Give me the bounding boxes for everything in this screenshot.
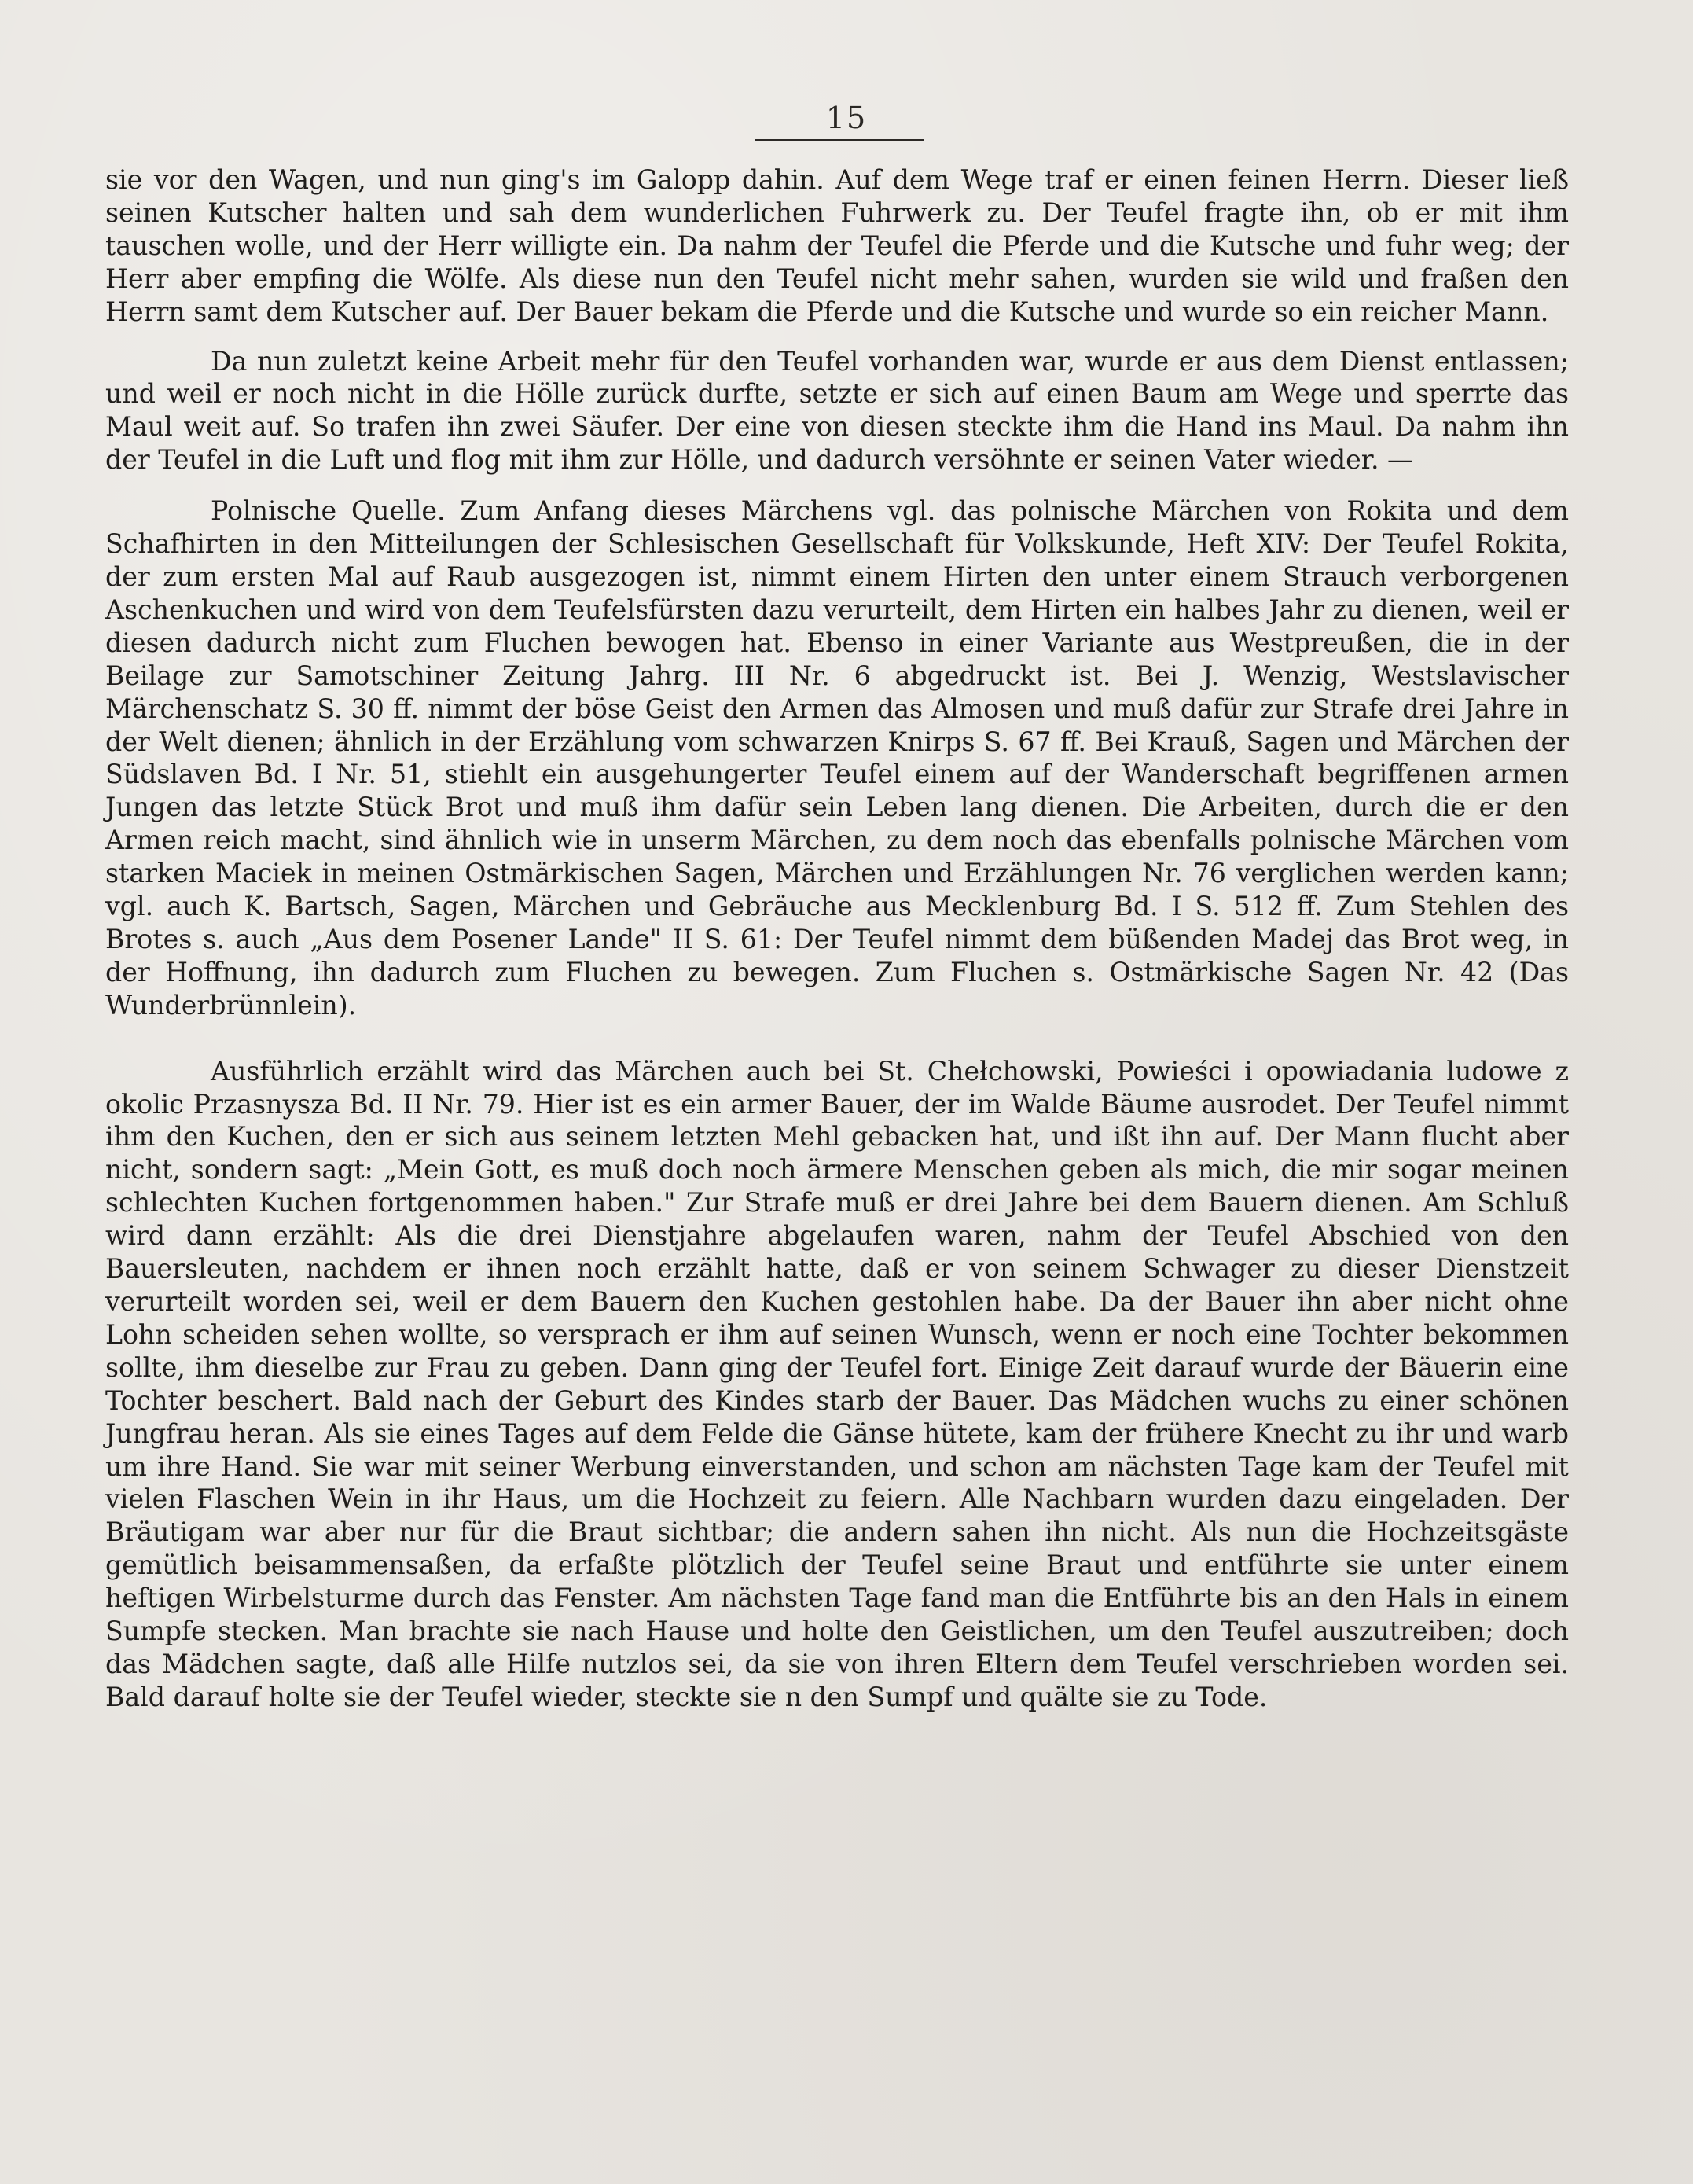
paragraph-4: Ausführlich erzählt wird das Märchen auch bei St. Chełchowski, Powieści i opowiadania ludowe z okolic Przasnysza Bd. II Nr. 79. Hier ist es ein armer Bauer, der im Walde Bäume ausrodet. Der Teufel nimmt ihm den Kuchen, den er sich aus seinem letzten Mehl gebacken hat, und ißt ihn auf. Der Mann flucht aber nicht, sondern sagt: „Mein Gott, es muß doch noch ärmere Menschen geben als mich, die mir sogar meinen schlechten Kuchen fortgenommen haben." Zur Strafe muß er drei Jahre bei dem Bauern dienen. Am Schluß wird dann erzählt: Als die drei Dienstjahre abgelaufen waren, nahm der Teufel Abschied von den Bauersleuten, nachdem er ihnen noch erzählt hatte, daß er von seinem Schwager zu dieser Dienstzeit verurteilt worden sei, weil er dem Bauern den Kuchen gestohlen habe. Da der Bauer ihn aber nicht ohne Lohn scheiden sehen wollte, so versprach er ihm auf seinen Wunsch, wenn er noch eine Tochter bekommen sollte, ihm dieselbe zur Frau zu geben. Dann ging der Teufel fort. Einige Zeit darauf wurde der Bäuerin eine Tochter beschert. Bald nach der Geburt des Kindes starb der Bauer. Das Mädchen wuchs zu einer schönen Jungfrau heran. Als sie eines Tages auf dem Felde die Gänse hütete, kam der frühere Knecht zu ihr und warb um ihre Hand. Sie war mit seiner Werbung einverstanden, und schon am nächsten Tage kam der Teufel mit vielen Flaschen Wein in ihr Haus, um die Hochzeit zu feiern. Alle Nachbarn wurden dazu eingeladen. Der Bräutigam war aber nur für die Braut sichtbar; die andern sahen ihn nicht. Als nun die Hochzeitsgäste gemütlich beisammensaßen, da erfaßte plötzlich der Teufel seine Braut und entführte sie unter einem heftigen Wirbelsturme durch das Fenster. Am nächsten Tage fand man die Entführte bis an den Hals in einem Sumpfe stecken. Man brachte sie nach Hause und holte den Geistlichen, um den Teufel auszutreiben; doch das Mädchen sagte, daß alle Hilfe nutzlos sei, da sie von ihren Eltern dem Teufel verschrieben worden sei. Bald darauf holte sie der Teufel wieder, steckte sie n den Sumpf und quälte sie zu Tode. <box>105 1055 1569 1712</box>
paragraph-1: sie vor den Wagen, und nun ging's im Galopp dahin. Auf dem Wege traf er einen feinen Herrn. Dieser ließ seinen Kutscher halten und sah dem wunderlichen Fuhrwerk zu. Der Teufel fragte ihn, ob er mit ihm tauschen wolle, und der Herr willigte ein. Da nahm der Teufel die Pferde und die Kutsche und fuhr weg; der Herr aber empfing die Wölfe. Als diese nun den Teufel nicht mehr sahen, wurden sie wild und fraßen den Herrn samt dem Kutscher auf. Der Bauer bekam die Pferde und die Kutsche und wurde so ein reicher Mann. <box>105 164 1569 327</box>
header-rule <box>755 139 924 141</box>
paragraph-3: Polnische Quelle. Zum Anfang dieses Märchens vgl. das polnische Märchen von Rokita und dem Schafhirten in den Mitteilungen der Schlesischen Gesellschaft für Volkskunde, Heft XIV: Der Teufel Rokita, der zum ersten Mal auf Raub ausgezogen ist, nimmt einem Hirten den unter einem Strauch verborgenen Aschenkuchen und wird von dem Teufelsfürsten dazu verurteilt, dem Hirten ein halbes Jahr zu dienen, weil er diesen dadurch nicht zum Fluchen bewogen hat. Ebenso in einer Variante aus Westpreußen, die in der Beilage zur Samotschiner Zeitung Jahrg. III Nr. 6 abgedruckt ist. Bei J. Wenzig, Westslavischer Märchenschatz S. 30 ff. nimmt der böse Geist den Armen das Almosen und muß dafür zur Strafe drei Jahre in der Welt dienen; ähnlich in der Erzählung vom schwarzen Knirps S. 67 ff. Bei Krauß, Sagen und Märchen der Südslaven Bd. I Nr. 51, stiehlt ein ausgehungerter Teufel einem auf der Wanderschaft begriffenen armen Jungen das letzte Stück Brot und muß ihm dafür sein Leben lang dienen. Die Arbeiten, durch die er den Armen reich macht, sind ähnlich wie in unserm Märchen, zu dem noch das ebenfalls polnische Märchen vom starken Maciek in meinen Ostmärkischen Sagen, Märchen und Erzählungen Nr. 76 verglichen werden kann; vgl. auch K. Bartsch, Sagen, Märchen und Gebräuche aus Mecklenburg Bd. I S. 512 ff. Zum Stehlen des Brotes s. auch „Aus dem Posener Lande" II S. 61: Der Teufel nimmt dem büßenden Madej das Brot weg, in der Hoffnung, ihn dadurch zum Fluchen zu bewegen. Zum Fluchen s. Ostmärkische Sagen Nr. 42 (Das Wunderbrünnlein). <box>105 495 1569 1020</box>
paragraph-2: Da nun zuletzt keine Arbeit mehr für den Teufel vorhanden war, wurde er aus dem Dienst entlassen; und weil er noch nicht in die Hölle zurück durfte, setzte er sich auf einen Baum am Wege und sperrte das Maul weit auf. So trafen ihn zwei Säufer. Der eine von diesen steckte ihm die Hand ins Maul. Da nahm ihn der Teufel in die Luft und flog mit ihm zur Hölle, und dadurch versöhnte er seinen Vater wieder. — <box>105 345 1569 476</box>
page-body <box>105 164 1569 1714</box>
page-number: 15 <box>825 101 868 135</box>
